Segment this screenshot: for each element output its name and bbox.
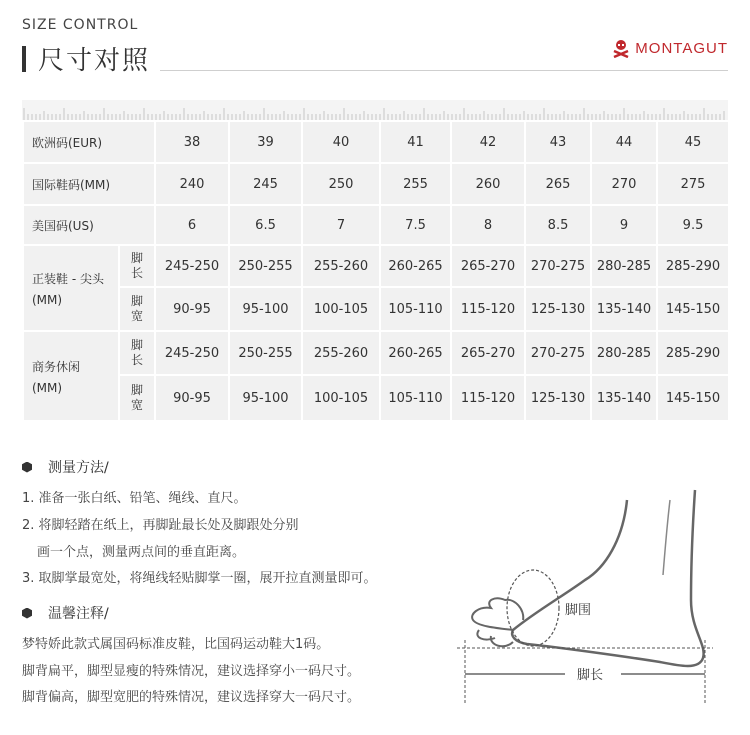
notes-title: 温馨注释/ bbox=[48, 606, 109, 622]
table-cell: 280-285 bbox=[591, 245, 657, 287]
table-cell: 95-100 bbox=[229, 287, 302, 331]
brand-name: MONTAGUT bbox=[635, 39, 728, 57]
measure-title: 测量方法/ bbox=[48, 460, 109, 476]
sub-row-label-char: 脚 bbox=[131, 338, 144, 352]
table-cell: 255 bbox=[380, 163, 451, 205]
table-cell: 265-270 bbox=[451, 331, 525, 375]
girth-dashed-ellipse bbox=[507, 570, 559, 646]
table-cell: 135-140 bbox=[591, 287, 657, 331]
table-row bbox=[23, 331, 729, 375]
group-label-line: (MM) bbox=[32, 292, 63, 307]
table-cell: 250-255 bbox=[229, 245, 302, 287]
hexagon-bullet-icon bbox=[22, 608, 32, 619]
brand-emblem-icon bbox=[611, 38, 631, 58]
table-cell: 38 bbox=[155, 121, 229, 163]
table-cell: 250-255 bbox=[229, 331, 302, 375]
table-cell: 8 bbox=[451, 205, 525, 245]
title-accent-bar bbox=[22, 46, 26, 72]
table-row bbox=[23, 245, 729, 287]
table-row bbox=[23, 375, 729, 421]
table-cell: 9 bbox=[591, 205, 657, 245]
sub-row-label-char: 脚 bbox=[131, 251, 144, 265]
table-cell: 265 bbox=[525, 163, 591, 205]
size-table bbox=[22, 120, 730, 422]
foot-outline bbox=[512, 490, 703, 666]
table-cell: 285-290 bbox=[657, 331, 729, 375]
table-cell: 100-105 bbox=[302, 287, 380, 331]
table-cell: 8.5 bbox=[525, 205, 591, 245]
table-cell: 285-290 bbox=[657, 245, 729, 287]
table-cell: 125-130 bbox=[525, 287, 591, 331]
table-row bbox=[23, 163, 729, 205]
table-cell: 105-110 bbox=[380, 375, 451, 421]
row-label: 国际鞋码(MM) bbox=[23, 163, 155, 205]
measure-line: 画一个点，测量两点间的垂直距离。 bbox=[37, 545, 246, 560]
sub-row-label bbox=[119, 245, 155, 287]
sub-row-label-char: 宽 bbox=[131, 309, 144, 323]
sub-row-label-char: 脚 bbox=[131, 294, 144, 308]
measure-line: 3. 取脚掌最宽处，将绳线轻贴脚掌一圈，展开拉直测量即可。 bbox=[22, 571, 377, 586]
table-cell: 250 bbox=[302, 163, 380, 205]
group-label bbox=[23, 245, 119, 331]
table-cell: 90-95 bbox=[155, 375, 229, 421]
note-line: 梦特娇此款式属国码标准皮鞋，比国码运动鞋大1码。 bbox=[22, 637, 330, 652]
table-cell: 270 bbox=[591, 163, 657, 205]
table-cell: 115-120 bbox=[451, 375, 525, 421]
sub-row-label-char: 长 bbox=[131, 353, 144, 367]
table-cell: 42 bbox=[451, 121, 525, 163]
table-row bbox=[23, 121, 729, 163]
table-cell: 245-250 bbox=[155, 245, 229, 287]
table-cell: 44 bbox=[591, 121, 657, 163]
length-label: 脚长 bbox=[577, 668, 604, 683]
girth-label: 脚围 bbox=[565, 603, 592, 618]
ruler-graphic bbox=[22, 100, 728, 120]
table-cell: 265-270 bbox=[451, 245, 525, 287]
table-cell: 245 bbox=[229, 163, 302, 205]
table-cell: 95-100 bbox=[229, 375, 302, 421]
section-subtitle: SIZE CONTROL bbox=[22, 17, 139, 33]
page-title: 尺寸对照 bbox=[38, 46, 151, 76]
row-label: 美国码(US) bbox=[23, 205, 155, 245]
group-label-line: (MM) bbox=[32, 380, 63, 395]
notes-section-heading bbox=[22, 603, 109, 623]
table-cell: 135-140 bbox=[591, 375, 657, 421]
group-label bbox=[23, 331, 119, 421]
hexagon-bullet-icon bbox=[22, 462, 32, 473]
sub-row-label bbox=[119, 287, 155, 331]
sub-row-label-char: 宽 bbox=[131, 398, 144, 412]
table-cell: 270-275 bbox=[525, 331, 591, 375]
table-cell: 255-260 bbox=[302, 245, 380, 287]
table-row bbox=[23, 287, 729, 331]
table-cell: 115-120 bbox=[451, 287, 525, 331]
table-cell: 45 bbox=[657, 121, 729, 163]
table-cell: 145-150 bbox=[657, 287, 729, 331]
foot-measurement-diagram bbox=[455, 480, 725, 715]
brand-logo bbox=[611, 38, 728, 58]
table-cell: 260 bbox=[451, 163, 525, 205]
table-cell: 40 bbox=[302, 121, 380, 163]
table-cell: 39 bbox=[229, 121, 302, 163]
table-cell: 275 bbox=[657, 163, 729, 205]
sub-row-label bbox=[119, 331, 155, 375]
table-cell: 9.5 bbox=[657, 205, 729, 245]
table-cell: 105-110 bbox=[380, 287, 451, 331]
table-cell: 6 bbox=[155, 205, 229, 245]
table-cell: 6.5 bbox=[229, 205, 302, 245]
table-cell: 90-95 bbox=[155, 287, 229, 331]
title-divider bbox=[160, 70, 728, 71]
group-label-line: 商务休闲 bbox=[32, 359, 81, 374]
table-cell: 145-150 bbox=[657, 375, 729, 421]
row-label: 欧洲码(EUR) bbox=[23, 121, 155, 163]
measure-line: 2. 将脚轻踏在纸上，再脚趾最长处及脚跟处分别 bbox=[22, 518, 299, 533]
table-cell: 255-260 bbox=[302, 331, 380, 375]
table-cell: 43 bbox=[525, 121, 591, 163]
foot-ankle-line bbox=[663, 500, 670, 575]
note-line: 脚背偏高，脚型宽肥的特殊情况，建议选择穿大一码尺寸。 bbox=[22, 690, 361, 705]
table-cell: 41 bbox=[380, 121, 451, 163]
sub-row-label-char: 脚 bbox=[131, 383, 144, 397]
table-cell: 260-265 bbox=[380, 331, 451, 375]
table-cell: 245-250 bbox=[155, 331, 229, 375]
note-line: 脚背扁平，脚型显瘦的特殊情况，建议选择穿小一码尺寸。 bbox=[22, 664, 361, 679]
sub-row-label bbox=[119, 375, 155, 421]
sub-row-label-char: 长 bbox=[131, 266, 144, 280]
table-row bbox=[23, 205, 729, 245]
table-cell: 100-105 bbox=[302, 375, 380, 421]
measure-line: 1. 准备一张白纸、铅笔、绳线、直尺。 bbox=[22, 491, 247, 506]
measure-section-heading bbox=[22, 457, 109, 477]
table-cell: 240 bbox=[155, 163, 229, 205]
table-cell: 125-130 bbox=[525, 375, 591, 421]
table-cell: 7.5 bbox=[380, 205, 451, 245]
table-cell: 270-275 bbox=[525, 245, 591, 287]
table-cell: 260-265 bbox=[380, 245, 451, 287]
table-cell: 280-285 bbox=[591, 331, 657, 375]
group-label-line: 正装鞋 - 尖头 bbox=[32, 271, 104, 286]
table-cell: 7 bbox=[302, 205, 380, 245]
